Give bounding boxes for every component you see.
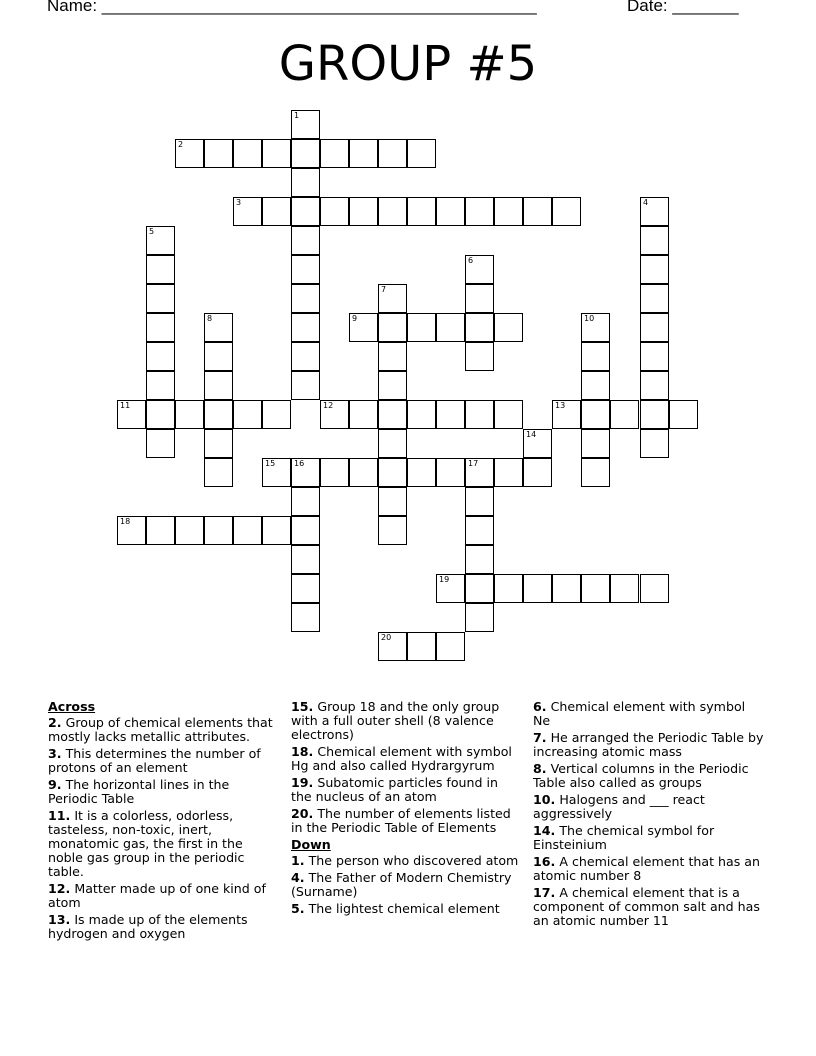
crossword-cell[interactable] [436, 197, 465, 226]
crossword-cell[interactable] [640, 226, 669, 255]
crossword-cell[interactable] [204, 400, 233, 429]
crossword-cell[interactable] [204, 313, 233, 342]
crossword-cell[interactable] [175, 139, 204, 168]
crossword-cell[interactable] [436, 313, 465, 342]
crossword-cell[interactable] [204, 429, 233, 458]
crossword-cell[interactable] [291, 603, 320, 632]
crossword-cell[interactable] [146, 255, 175, 284]
crossword-cell[interactable] [204, 139, 233, 168]
crossword-cell[interactable] [407, 313, 436, 342]
date-field[interactable]: Date: _______ [627, 0, 739, 15]
crossword-cell[interactable] [320, 458, 349, 487]
crossword-cell[interactable] [378, 371, 407, 400]
crossword-cell[interactable] [378, 429, 407, 458]
crossword-cell[interactable] [262, 197, 291, 226]
crossword-cell[interactable] [378, 342, 407, 371]
across-clue: 2. Group of chemical elements that mostly lacks metallic attributes. [48, 715, 273, 744]
down-clue: 16. A chemical element that has an atomic number 8 [533, 854, 760, 883]
crossword-cell[interactable] [523, 429, 552, 458]
crossword-cell[interactable] [291, 487, 320, 516]
clue-number: 5 [149, 227, 155, 236]
crossword-cell[interactable] [378, 487, 407, 516]
crossword-cell[interactable] [204, 342, 233, 371]
crossword-cell[interactable] [291, 371, 320, 400]
crossword-cell[interactable] [523, 574, 552, 603]
down-clue: 4. The Father of Modern Chemistry (Surname) [291, 870, 512, 899]
clue-number: 6 [468, 256, 474, 265]
down-heading: Down [291, 837, 331, 852]
crossword-cell[interactable] [378, 458, 407, 487]
down-clue: 10. Halogens and ___ react aggressively [533, 792, 705, 821]
clue-number: 17 [468, 459, 479, 468]
crossword-cell[interactable] [552, 197, 581, 226]
across-clue: 11. It is a colorless, odorless, tasteless, non-toxic, inert, monatomic gas, the first in the noble gas group in the periodic table. [48, 808, 245, 879]
across-clue: 3. This determines the number of protons of an element [48, 746, 261, 775]
clue-number: 8 [207, 314, 213, 323]
crossword-cell[interactable] [407, 139, 436, 168]
crossword-cell[interactable] [146, 371, 175, 400]
crossword-cell[interactable] [378, 632, 407, 661]
crossword-cell[interactable] [552, 400, 581, 429]
crossword-cell[interactable] [349, 197, 378, 226]
crossword-cell[interactable] [291, 545, 320, 574]
crossword-cell[interactable] [465, 197, 494, 226]
crossword-cell[interactable] [581, 429, 610, 458]
crossword-cell[interactable] [291, 168, 320, 197]
crossword-cell[interactable] [349, 400, 378, 429]
crossword-cell[interactable] [291, 226, 320, 255]
clue-number: 16 [294, 459, 305, 468]
across-clue: 18. Chemical element with symbol Hg and also called Hydrargyrum [291, 744, 512, 773]
across-clue: 15. Group 18 and the only group with a full outer shell (8 valence electrons) [291, 699, 500, 742]
crossword-cell[interactable] [349, 139, 378, 168]
crossword-cell[interactable] [146, 516, 175, 545]
crossword-cell[interactable] [291, 313, 320, 342]
down-clue: 8. Vertical columns in the Periodic Table also called as groups [533, 761, 749, 790]
down-clue: 1. The person who discovered atom [291, 853, 519, 868]
crossword-cell[interactable] [640, 371, 669, 400]
crossword-cell[interactable] [436, 574, 465, 603]
crossword-cell[interactable] [465, 487, 494, 516]
down-clue: 6. Chemical element with symbol Ne [533, 699, 746, 728]
crossword-cell[interactable] [320, 139, 349, 168]
clues-column-3 [533, 700, 765, 931]
crossword-cell[interactable] [204, 516, 233, 545]
crossword-cell[interactable] [233, 197, 262, 226]
crossword-cell[interactable] [494, 400, 523, 429]
crossword-cell[interactable] [523, 197, 552, 226]
crossword-cell[interactable] [669, 400, 698, 429]
crossword-cell[interactable] [640, 429, 669, 458]
crossword-cell[interactable] [320, 400, 349, 429]
crossword-cell[interactable] [640, 284, 669, 313]
clue-number: 11 [120, 401, 131, 410]
page-title: GROUP #5 [278, 36, 538, 92]
crossword-cell[interactable] [494, 458, 523, 487]
clue-number: 12 [323, 401, 334, 410]
clue-number: 10 [584, 314, 595, 323]
crossword-cell[interactable] [640, 197, 669, 226]
clue-number: 19 [439, 575, 450, 584]
crossword-cell[interactable] [523, 458, 552, 487]
crossword-cell[interactable] [581, 458, 610, 487]
crossword-cell[interactable] [378, 197, 407, 226]
crossword-cell[interactable] [552, 574, 581, 603]
crossword-cell[interactable] [640, 342, 669, 371]
down-clue: 7. He arranged the Periodic Table by increasing atomic mass [533, 730, 764, 759]
clue-number: 2 [178, 140, 184, 149]
across-heading: Across [48, 699, 96, 714]
crossword-cell[interactable] [349, 313, 378, 342]
crossword-cell[interactable] [407, 458, 436, 487]
crossword-cell[interactable] [465, 284, 494, 313]
down-clue: 5. The lightest chemical element [291, 901, 500, 916]
crossword-cell[interactable] [610, 400, 639, 429]
clue-number: 18 [120, 517, 131, 526]
crossword-cell[interactable] [291, 574, 320, 603]
crossword-cell[interactable] [378, 313, 407, 342]
crossword-cell[interactable] [291, 197, 320, 226]
crossword-cell[interactable] [262, 139, 291, 168]
crossword-cell[interactable] [146, 400, 175, 429]
crossword-cell[interactable] [378, 139, 407, 168]
crossword-cell[interactable] [465, 400, 494, 429]
crossword-cell[interactable] [146, 284, 175, 313]
crossword-cell[interactable] [640, 400, 669, 429]
crossword-cell[interactable] [494, 313, 523, 342]
crossword-cell[interactable] [349, 458, 378, 487]
crossword-cell[interactable] [291, 516, 320, 545]
crossword-cell[interactable] [320, 197, 349, 226]
clue-number: 20 [381, 633, 392, 642]
crossword-cell[interactable] [581, 574, 610, 603]
crossword-cell[interactable] [233, 400, 262, 429]
crossword-cell[interactable] [465, 545, 494, 574]
across-clue: 20. The number of elements listed in the Periodic Table of Elements [291, 806, 511, 835]
crossword-cell[interactable] [378, 516, 407, 545]
across-clue: 12. Matter made up of one kind of atom [48, 881, 266, 910]
crossword-cell[interactable] [465, 603, 494, 632]
down-clue: 14. The chemical symbol for Einsteinium [533, 823, 715, 852]
crossword-cell[interactable] [465, 255, 494, 284]
crossword-cell[interactable] [146, 429, 175, 458]
crossword-cell[interactable] [378, 284, 407, 313]
clues-column-2 [291, 700, 521, 919]
crossword-cell[interactable] [640, 313, 669, 342]
crossword-cell[interactable] [407, 400, 436, 429]
clue-number: 7 [381, 285, 387, 294]
crossword-cell[interactable] [117, 400, 146, 429]
clue-number: 15 [265, 459, 276, 468]
crossword-cell[interactable] [465, 574, 494, 603]
crossword-cell[interactable] [262, 400, 291, 429]
clue-number: 13 [555, 401, 566, 410]
name-field[interactable]: Name: ______________________________________________ [47, 0, 537, 15]
crossword-cell[interactable] [640, 255, 669, 284]
crossword-cell[interactable] [581, 400, 610, 429]
crossword-cell[interactable] [262, 458, 291, 487]
crossword-cell[interactable] [494, 197, 523, 226]
crossword-cell[interactable] [465, 516, 494, 545]
crossword-cell[interactable] [378, 400, 407, 429]
crossword-cell[interactable] [640, 574, 669, 603]
crossword-cell[interactable] [436, 458, 465, 487]
clues-column-1 [48, 700, 276, 944]
crossword-cell[interactable] [407, 197, 436, 226]
crossword-cell[interactable] [581, 371, 610, 400]
crossword-cell[interactable] [175, 516, 204, 545]
crossword-cell[interactable] [175, 400, 204, 429]
across-clue: 19. Subatomic particles found in the nucleus of an atom [291, 775, 498, 804]
crossword-cell[interactable] [291, 139, 320, 168]
crossword-cell[interactable] [233, 139, 262, 168]
crossword-cell[interactable] [436, 632, 465, 661]
clue-number: 14 [526, 430, 537, 439]
clue-number: 3 [236, 198, 242, 207]
crossword-cell[interactable] [117, 516, 146, 545]
crossword-cell[interactable] [581, 342, 610, 371]
crossword-cell[interactable] [146, 226, 175, 255]
crossword-cell[interactable] [291, 110, 320, 139]
crossword-cell[interactable] [291, 342, 320, 371]
crossword-cell[interactable] [465, 313, 494, 342]
crossword-cell[interactable] [204, 458, 233, 487]
crossword-cell[interactable] [146, 313, 175, 342]
crossword-cell[interactable] [204, 371, 233, 400]
clue-number: 9 [352, 314, 358, 323]
down-clue: 17. A chemical element that is a component of common salt and has an atomic number 11 [533, 885, 760, 928]
crossword-cell[interactable] [407, 632, 436, 661]
crossword-cell[interactable] [291, 284, 320, 313]
crossword-cell[interactable] [494, 574, 523, 603]
crossword-cell[interactable] [436, 400, 465, 429]
clue-number: 4 [643, 198, 649, 207]
crossword-cell[interactable] [610, 574, 639, 603]
crossword-cell[interactable] [233, 516, 262, 545]
across-clue: 13. Is made up of the elements hydrogen and oxygen [48, 912, 248, 941]
crossword-cell[interactable] [146, 342, 175, 371]
crossword-cell[interactable] [465, 458, 494, 487]
crossword-cell[interactable] [465, 342, 494, 371]
crossword-cell[interactable] [581, 313, 610, 342]
crossword-cell[interactable] [291, 255, 320, 284]
clue-number: 1 [294, 111, 300, 120]
crossword-cell[interactable] [262, 516, 291, 545]
crossword-cell[interactable] [291, 458, 320, 487]
across-clue: 9. The horizontal lines in the Periodic Table [48, 777, 230, 806]
